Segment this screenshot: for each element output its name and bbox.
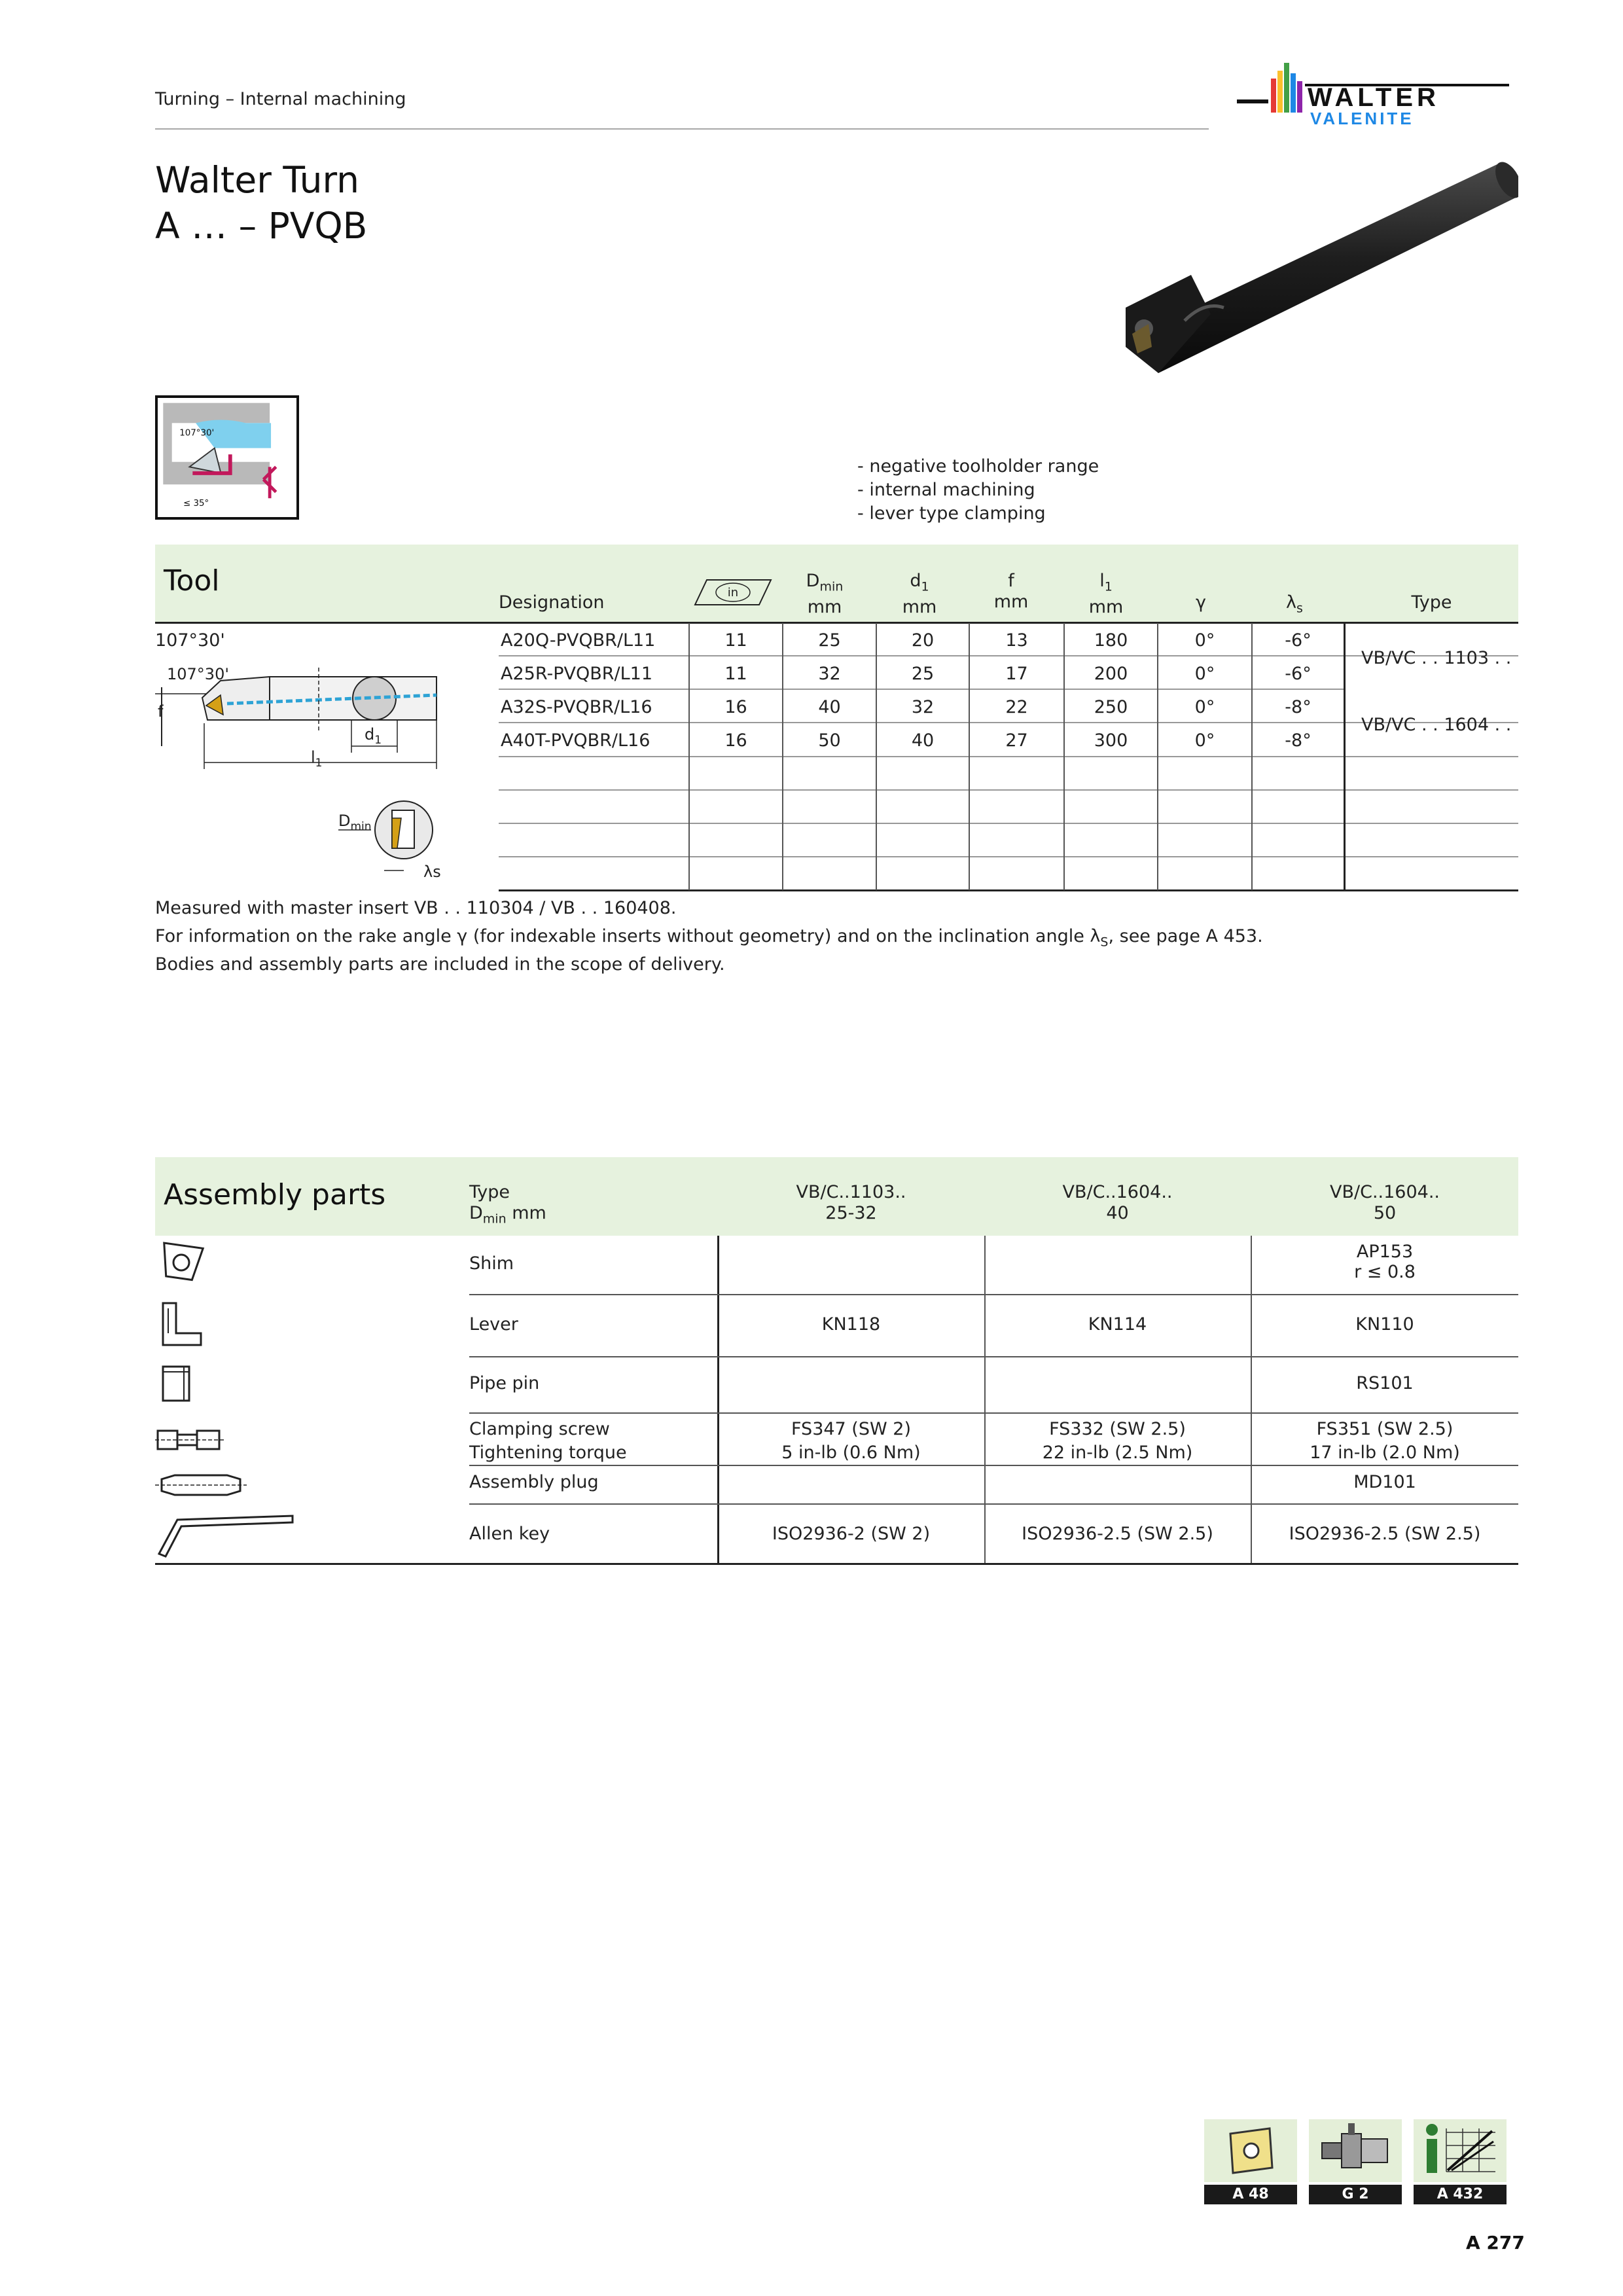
row-rule [469,1412,1518,1414]
row-rule [469,1503,1518,1505]
table-bottom-rule [499,889,1518,891]
l1-cell: 180 [1094,630,1128,651]
lambda-cell: -8° [1285,697,1311,717]
part-cell-1: KN118 [821,1314,881,1335]
ref-label: A 48 [1204,2185,1297,2204]
dmin-cell: 32 [818,664,841,684]
assembly-section-title: Assembly parts [164,1178,386,1211]
section-header: Turning – Internal machining [155,89,406,109]
table-bottom-rule [155,1563,1518,1565]
part-cell-3: KN110 [1355,1314,1414,1335]
application-icon [155,395,299,520]
walter-valenite-logo [1237,59,1512,137]
l1-cell: 300 [1094,730,1128,751]
part-cell-2: ISO2936-2.5 (SW 2.5) [1022,1524,1213,1544]
header-divider [155,128,1209,130]
col-divider [717,1236,719,1564]
assembly-col-2: VB/C..1604.. 40 [1062,1182,1173,1223]
assembly-col-1: VB/C..1103.. 25-32 [796,1182,906,1223]
allen-key-icon [155,1507,299,1559]
col-divider [984,1236,986,1564]
designation-cell: A20Q-PVQBR/L11 [501,630,656,651]
insert-size-icon [694,577,772,607]
part-label: Pipe pin [469,1373,540,1393]
part-cell-3: FS351 (SW 2.5) 17 in-lb (2.0 Nm) [1310,1419,1460,1463]
shim-icon [155,1239,207,1288]
l1-cell: 250 [1094,697,1128,717]
part-cell-1: ISO2936-2 (SW 2) [772,1524,931,1544]
row-rule [469,1294,1518,1295]
gamma-cell: 0° [1194,697,1215,717]
note-rake-angle: For information on the rake angle γ (for indexable inserts without geometry) and on the inclination angle $\lambda_S$, see page A 453. [155,926,1263,950]
part-label: Allen key [469,1524,550,1544]
d1-cell: 25 [911,664,935,684]
part-cell-1: FS347 (SW 2) 5 in-lb (0.6 Nm) [781,1419,921,1463]
approach-angle-label: 107°30' [155,630,225,651]
designation-cell: A25R-PVQBR/L11 [501,664,653,684]
type-cell: VB/VC . . 1604 . . [1361,715,1512,735]
table-header-rule [155,622,1518,624]
page-title [155,157,367,249]
part-cell-2: KN114 [1088,1314,1147,1335]
col-divider [1251,1236,1252,1564]
row-rule [499,689,1345,690]
col-designation: Designation [499,592,605,613]
row-rule [499,789,1518,791]
ref-tile-insert[interactable] [1204,2119,1297,2203]
in-cell: 11 [724,664,747,684]
diagram-d1-label: $d_1$ [365,725,382,747]
lever-icon [155,1299,207,1352]
boring-bar-image [1086,157,1518,383]
diagram-dmin-label: $D_{min}$ [338,812,372,833]
row-rule [499,823,1518,824]
f-cell: 27 [1005,730,1028,751]
feature-item: - negative toolholder range [857,456,1099,476]
ref-label: G 2 [1309,2185,1402,2204]
pipe-pin-icon [155,1361,207,1407]
col-lambda: $\lambda_s$ [1286,592,1303,616]
assembly-plug-icon [155,1469,247,1501]
title-line-2: A … – PVQB [155,205,368,247]
page-number: A 277 [1466,2232,1525,2253]
gamma-cell: 0° [1194,630,1215,651]
designation-cell: A32S-PVQBR/L16 [501,697,652,717]
brand-top: WALTER [1308,83,1440,112]
l1-cell: 200 [1094,664,1128,684]
gamma-cell: 0° [1194,664,1215,684]
icon-angle-max: ≤ 35° [183,498,209,509]
part-cell-2: FS332 (SW 2.5) 22 in-lb (2.5 Nm) [1042,1419,1193,1463]
type-cell: VB/VC . . 1103 . . [1361,648,1512,668]
lambda-cell: -8° [1285,730,1311,751]
title-line-1: Walter Turn [155,159,359,201]
col-type: Type [1411,592,1452,613]
f-cell: 22 [1005,697,1028,717]
part-label: Lever [469,1314,518,1335]
in-cell: 11 [724,630,747,651]
clamping-screw-icon [155,1416,227,1462]
tool-system-icon [1309,2119,1402,2182]
in-cell: 16 [724,697,747,717]
row-rule [499,756,1518,757]
assembly-type-label: Type $D_{min}$ mm [469,1182,546,1227]
diagram-lambda-label: λs [423,863,441,881]
insert-icon [1204,2119,1297,2182]
gamma-cell: 0° [1194,730,1215,751]
dmin-cell: 40 [818,697,841,717]
row-rule [469,1356,1518,1357]
row-rule [469,1465,1518,1466]
f-cell: 13 [1005,630,1028,651]
col-l1: $l_1$ mm [1088,571,1124,618]
lambda-cell: -6° [1285,664,1311,684]
col-dmin: $D_{min}$ mm [806,571,844,618]
note-delivery-scope: Bodies and assembly parts are included in the scope of delivery. [155,954,725,975]
feature-item: - lever type clamping [857,503,1046,524]
part-label: Shim [469,1253,514,1274]
part-cell-3: AP153 r ≤ 0.8 [1354,1242,1416,1282]
lambda-cell: -6° [1285,630,1311,651]
dmin-cell: 50 [818,730,841,751]
part-label: Assembly plug [469,1472,599,1492]
feature-item: - internal machining [857,480,1035,500]
part-cell-3: MD101 [1353,1472,1416,1492]
col-in: in [727,586,739,600]
tool-section-title: Tool [164,564,220,598]
ref-tile-info[interactable] [1414,2119,1507,2203]
diagram-angle-label: 107°30' [167,665,229,683]
diagram-f-label: f [158,702,164,721]
d1-cell: 20 [911,630,935,651]
ref-tile-system[interactable] [1309,2119,1402,2203]
part-cell-3: RS101 [1356,1373,1414,1393]
icon-angle-label: 107°30' [179,428,215,439]
d1-cell: 40 [911,730,935,751]
ref-label: A 432 [1414,2185,1507,2204]
col-gamma: γ [1196,592,1206,613]
note-master-insert: Measured with master insert VB . . 110304 / VB . . 160408. [155,898,677,918]
d1-cell: 32 [911,697,935,717]
info-chart-icon [1414,2119,1507,2182]
tool-dimension-diagram [155,655,456,884]
brand-bottom: VALENITE [1310,109,1414,128]
col-d1: $d_1$ mm [902,571,937,618]
assembly-col-3: VB/C..1604.. 50 [1330,1182,1440,1223]
part-label: Clamping screw Tightening torque [469,1419,627,1463]
feature-list [857,455,1099,526]
dmin-cell: 25 [818,630,841,651]
diagram-l1-label: $l_1$ [311,748,323,770]
designation-cell: A40T-PVQBR/L16 [501,730,651,751]
f-cell: 17 [1005,664,1028,684]
row-rule [499,856,1518,857]
part-cell-3: ISO2936-2.5 (SW 2.5) [1289,1524,1481,1544]
col-divider [1344,623,1346,890]
col-f: f mm [993,571,1029,612]
in-cell: 16 [724,730,747,751]
